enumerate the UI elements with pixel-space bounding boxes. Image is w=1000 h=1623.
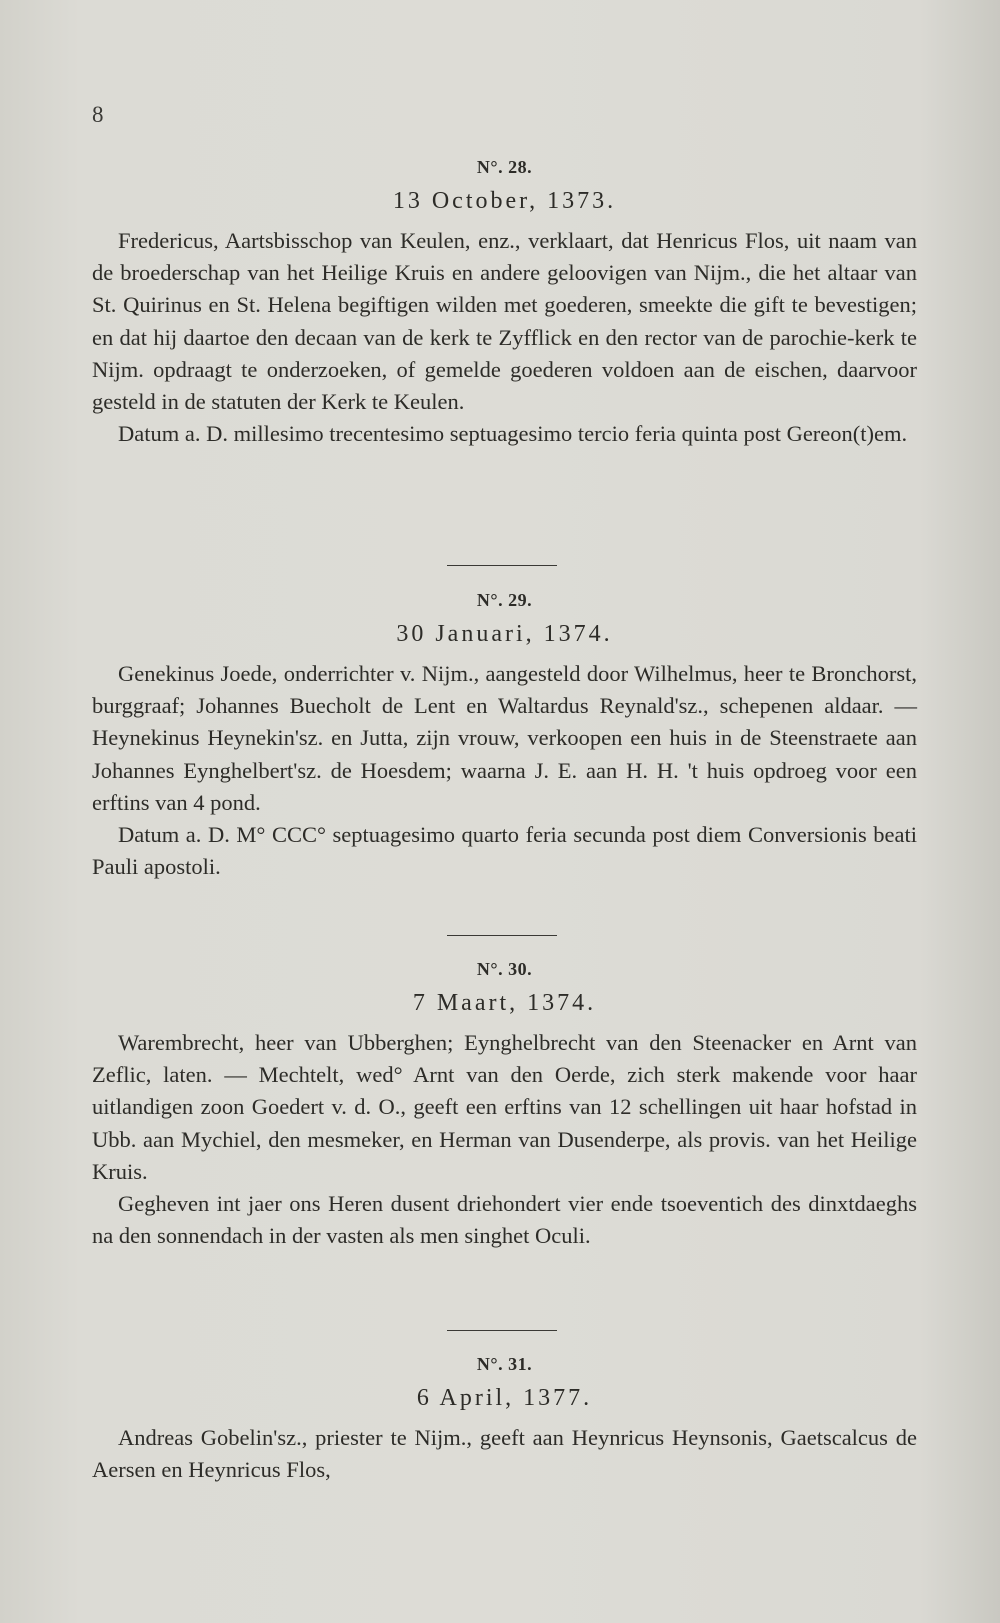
entry-paragraph: Warembrecht, heer van Ubberghen; Eynghelbrecht van den Steenacker en Arnt van Zeflic, laten. — Mechtelt, wed° Arnt van den Oerde, zich sterk makende voor haar uitlandigen zoon Goedert v. d. O., geeft een erftins van 12 schellingen uit haar hofstad in Ubb. aan Mychiel, den mesmeker, en Herman van Dusenderpe, als provis. van het Heilige Kruis. xyxy=(92,1030,917,1184)
entry-paragraph: Fredericus, Aartsbisschop van Keulen, enz., verklaart, dat Henricus Flos, uit naam van de broederschap van het Heilige Kruis en andere geloovigen van Nijm., die het altaar van St. Quirinus en St. Helena begiftigen wilden met goederen, smeekte die gift te bevestigen; en dat hij daartoe den decaan van de kerk te Zyfflick en den rector van de parochie-kerk te Nijm. opdraagt te onderzoeken, of gemelde goederen voldoen aan de eischen, daarvoor gesteld in de statuten der Kerk te Keulen. xyxy=(92,228,917,415)
entry-paragraph: Datum a. D. M° CCC° septuagesimo quarto feria secunda post diem Conversionis beati Pauli apostoli. xyxy=(92,822,917,880)
entry-date: 7 Maart, 1374. xyxy=(412,990,597,1016)
entry-number: N°. 28. xyxy=(476,157,533,177)
entry-date: 6 April, 1377. xyxy=(416,1385,593,1411)
divider xyxy=(447,1330,557,1331)
page-number: 8 xyxy=(92,102,104,127)
entry-date: 30 Januari, 1374. xyxy=(396,621,613,647)
entry-number: N°. 31. xyxy=(476,1354,533,1374)
divider xyxy=(447,565,557,566)
entry-29 xyxy=(92,588,917,883)
entry-text xyxy=(92,225,917,450)
entry-text xyxy=(92,1027,917,1252)
entry-28 xyxy=(92,155,917,450)
entry-paragraph: Genekinus Joede, onderrichter v. Nijm., aangesteld door Wilhelmus, heer te Bronchorst, burggraaf; Johannes Buecholt de Lent en Waltardus Reynald'sz., schepenen aldaar. — Heynekinus Heynekin'sz. en Jutta, zijn vrouw, verkoopen een huis in de Steenstraete aan Johannes Eynghelbert'sz. de Hoesdem; waarna J. E. aan H. H. 't huis opdroeg voor een erftins van 4 pond. xyxy=(92,661,917,815)
entry-number: N°. 30. xyxy=(476,959,533,979)
entry-31 xyxy=(92,1352,917,1486)
entry-number: N°. 29. xyxy=(476,590,533,610)
entry-30 xyxy=(92,957,917,1252)
entry-text xyxy=(92,1422,917,1486)
entry-paragraph: Datum a. D. millesimo trecentesimo septuagesimo tercio feria quinta post Gereon(t)em. xyxy=(118,421,908,447)
entry-text xyxy=(92,658,917,883)
divider xyxy=(447,935,557,936)
entry-date: 13 October, 1373. xyxy=(392,188,617,214)
entry-paragraph: Gegheven int jaer ons Heren dusent driehondert vier ende tsoeventich des dinxtdaeghs na den sonnendach in der vasten als men singhet Oculi. xyxy=(92,1191,917,1249)
entry-paragraph: Andreas Gobelin'sz., priester te Nijm., geeft aan Heynricus Heynsonis, Gaetscalcus de Aersen en Heynricus Flos, xyxy=(92,1425,917,1483)
